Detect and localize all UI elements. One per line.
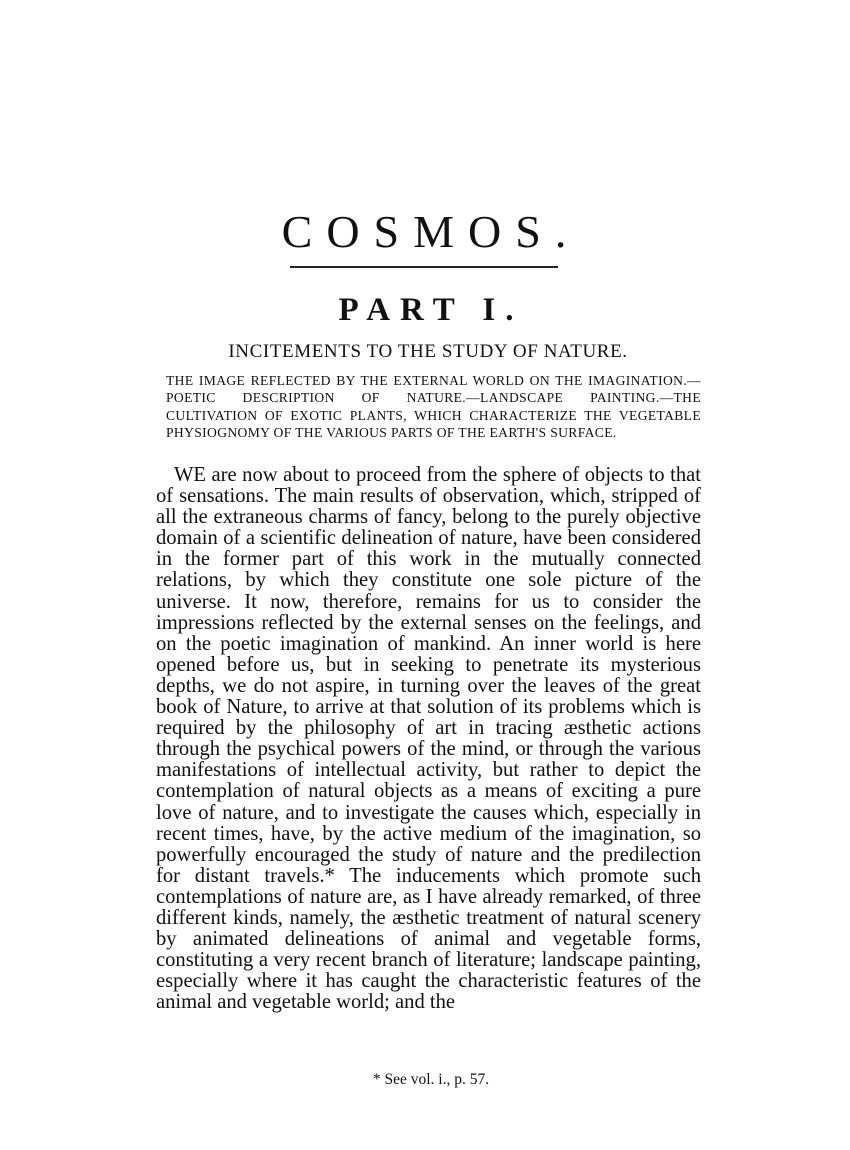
chapter-synopsis: THE IMAGE REFLECTED BY THE EXTERNAL WORLD ON THE IMAGINATION.—POETIC DESCRIPTION OF NATURE.—LANDSCAPE PAINTING.—THE CULTIVATION OF EXOTIC PLANTS, WHICH CHARACTERIZE THE VEGETABLE PHYSIOGNOMY OF THE VARIOUS PARTS OF THE EARTH'S SURFACE. — [166, 373, 701, 441]
footnote: * See vol. i., p. 57. — [372, 1071, 490, 1088]
book-title: COSMOS. — [281, 206, 581, 257]
title-divider — [290, 266, 558, 268]
chapter-subtitle: INCITEMENTS TO THE STUDY OF NATURE. — [228, 341, 628, 362]
part-heading: PART I. — [338, 292, 524, 328]
body-paragraph: WE are now about to proceed from the sphere of objects to that of sensations. The main results of observation, which, stripped of all the extraneous charms of fancy, belong to the purely objective domain of a scientific delineation of nature, have been considered in the former part of this work in the mutually connected relations, by which they constitute one sole picture of the universe. It now, therefore, remains for us to consider the impressions reflected by the external senses on the feelings, and on the poetic imagination of mankind. An inner world is here opened before us, but in seeking to penetrate its mysterious depths, we do not aspire, in turning over the leaves of the great book of Nature, to arrive at that solution of its problems which is required by the philosophy of art in tracing æsthetic actions through the psychical powers of the mind, or through the various manifestations of intellectual activity, but rather to depict the contemplation of natural objects as a means of exciting a pure love of nature, and to investigate the causes which, especially in recent times, have, by the active medium of the imagination, so powerfully encouraged the study of nature and the predilection for distant travels.* The inducements which promote such contemplations of nature are, as I have already remarked, of three different kinds, namely, the æsthetic treatment of natural scenery by animated delineations of animal and vegetable forms, constituting a very recent branch of literature; landscape painting, especially where it has caught the characteristic features of the animal and vegetable world; and the — [156, 464, 701, 1014]
